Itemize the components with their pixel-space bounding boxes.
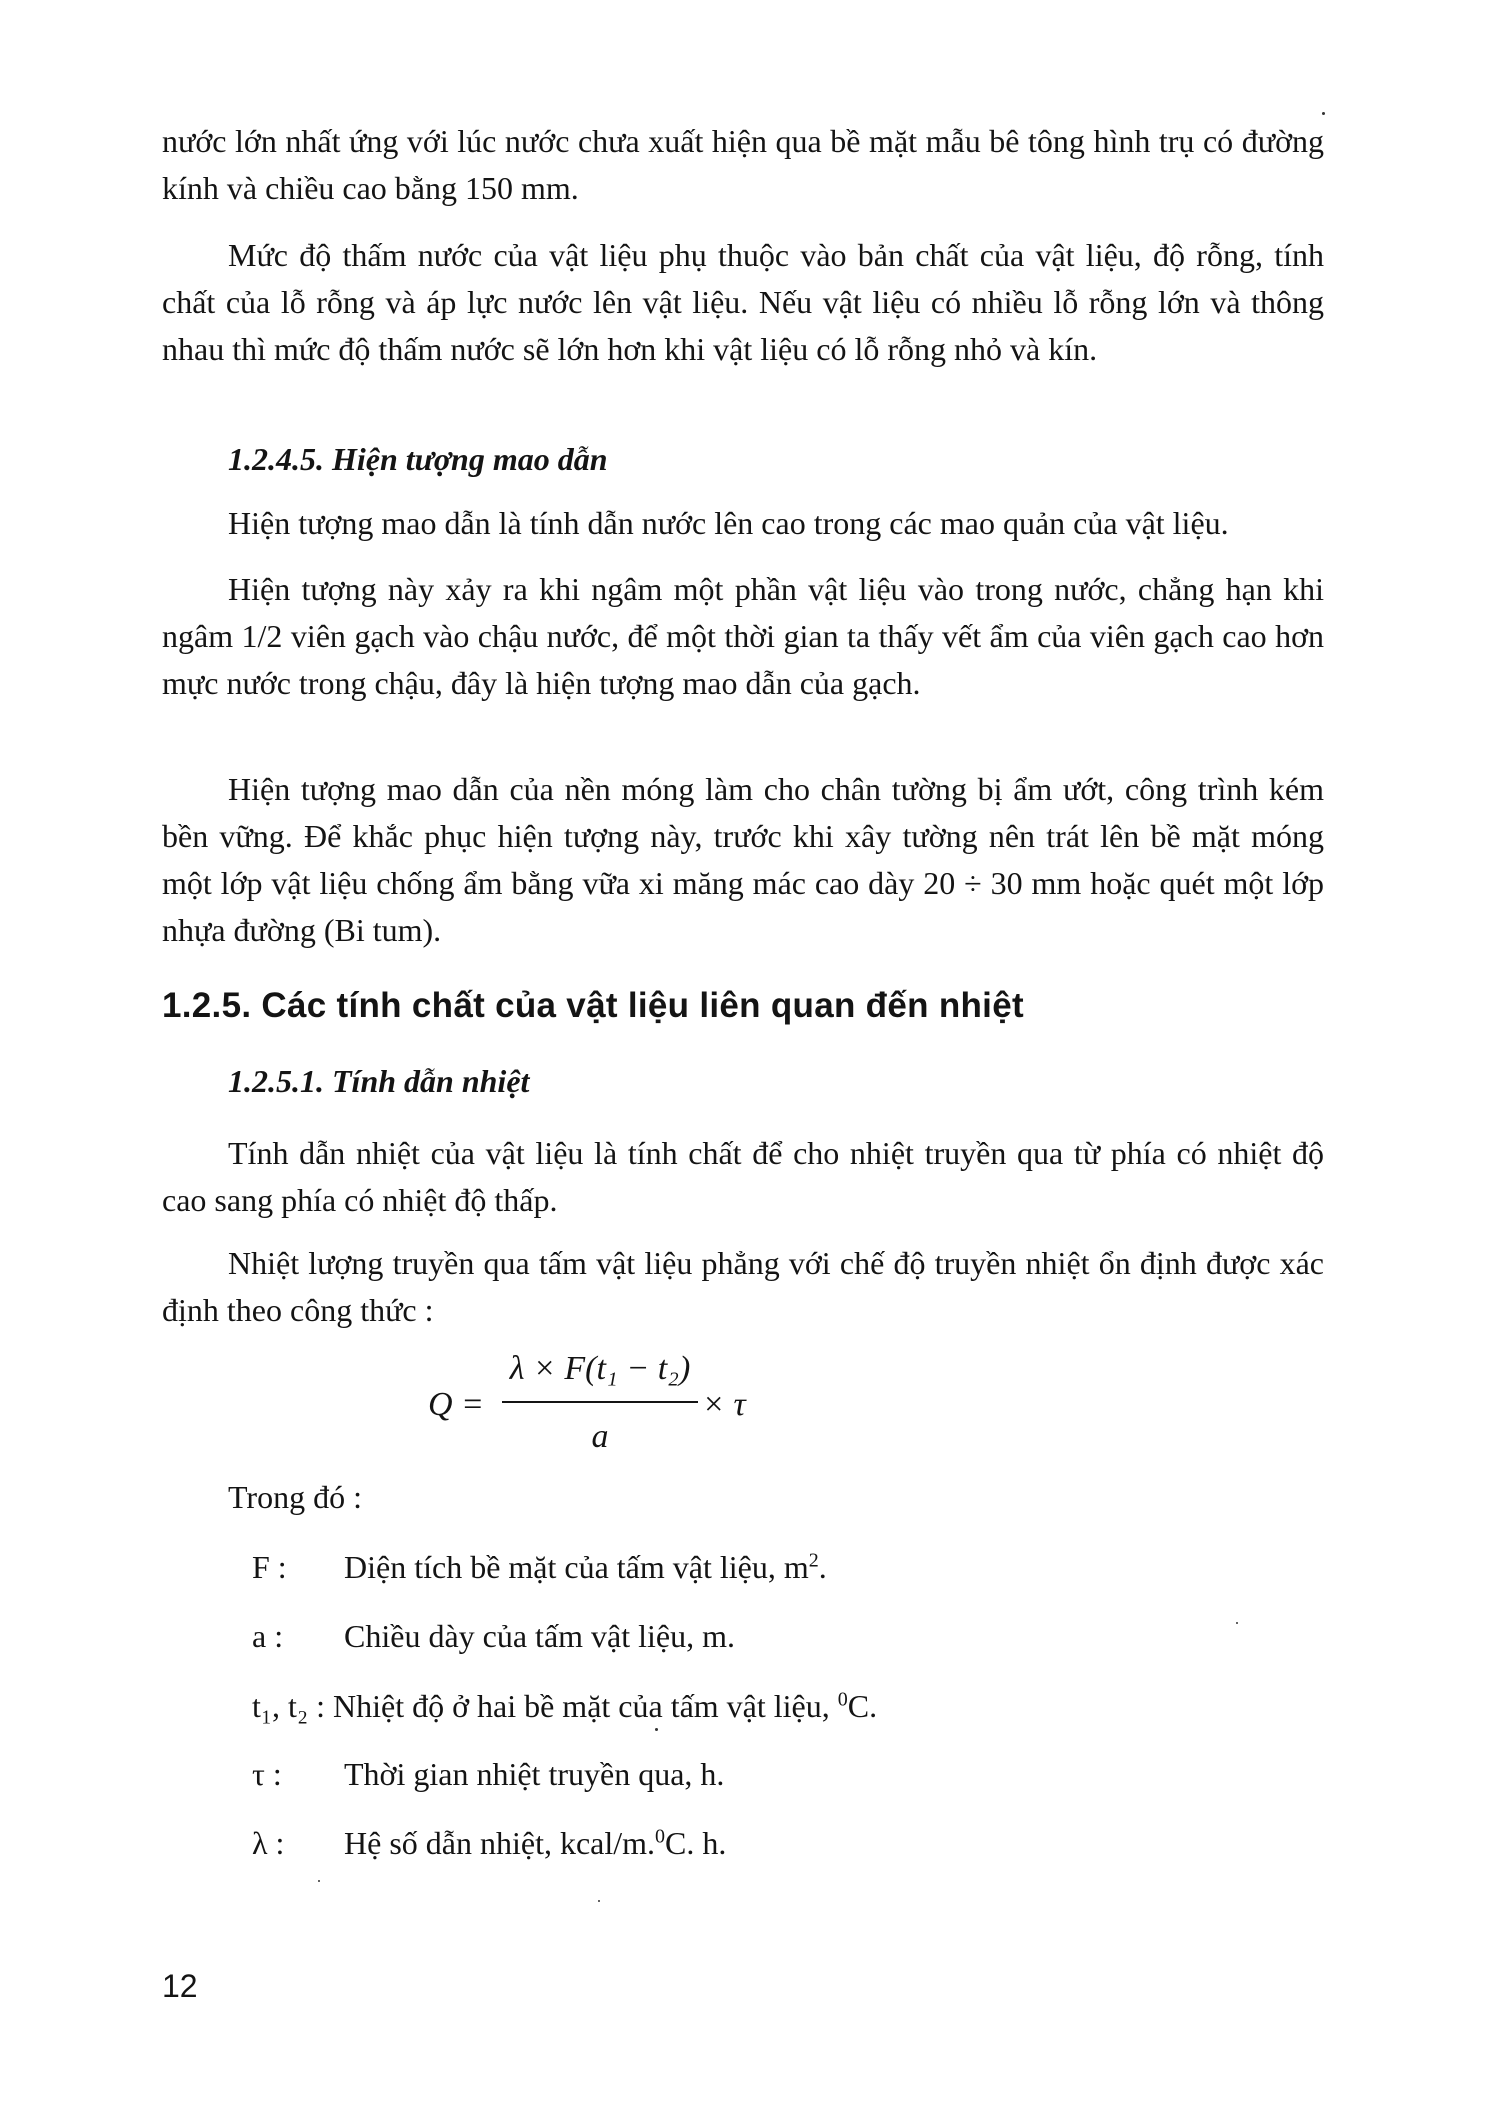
scan-speck	[318, 1880, 320, 1882]
page-number: 12	[162, 1968, 198, 2004]
fraction-bar	[502, 1401, 698, 1403]
definition-sup: 2	[808, 1549, 819, 1572]
scan-speck	[1236, 1622, 1238, 1624]
section-heading-1-2-4-5: 1.2.4.5. Hiện tượng mao dẫn	[228, 441, 608, 477]
scan-speck	[655, 1728, 658, 1731]
definition-symbol: F :	[252, 1549, 287, 1585]
definition-row	[252, 1683, 877, 1730]
paragraph: Hiện tượng mao dẫn của nền móng làm cho chân tường bị ẩm ướt, công trình kém bền vững. Để khắc phục hiện tượng này, trước khi xây tường nên trát lên bề mặt móng một lớp vật liệu chống ẩm bằng vữa xi măng mác cao dày 20 ÷ 30 mm hoặc quét một lớp nhựa đường (Bi tum).	[162, 771, 1324, 948]
formula-times-tau: × τ	[702, 1386, 746, 1423]
formula-numerator: λ × F(t₁ − t₂)	[509, 1350, 691, 1387]
paragraph: Trong đó :	[228, 1479, 362, 1515]
paragraph: Nhiệt lượng truyền qua tấm vật liệu phẳng với chế độ truyền nhiệt ổn định được xác định theo công thức :	[162, 1245, 1324, 1328]
definition-row	[252, 1544, 827, 1591]
definition-symbol: t₁, t₂ :	[252, 1688, 325, 1724]
definition-tail: C. h.	[665, 1825, 727, 1861]
section-heading-1-2-5: 1.2.5. Các tính chất của vật liệu liên quan đến nhiệt	[162, 986, 1024, 1025]
definition-text: Nhiệt độ ở hai bề mặt của tấm vật liệu,	[332, 1688, 838, 1724]
definition-text: Diện tích bề mặt của tấm vật liệu, m	[344, 1549, 809, 1585]
definition-sup: 0	[655, 1825, 666, 1848]
scan-speck	[1322, 112, 1325, 115]
paragraph: Tính dẫn nhiệt của vật liệu là tính chất để cho nhiệt truyền qua từ phía có nhiệt độ cao sang phía có nhiệt độ thấp.	[162, 1135, 1324, 1218]
definition-text: Thời gian nhiệt truyền qua, h.	[344, 1756, 725, 1792]
definition-row	[252, 1820, 726, 1867]
definition-row	[252, 1613, 735, 1660]
definition-text: Chiều dày của tấm vật liệu, m.	[344, 1618, 735, 1654]
scan-speck	[598, 1900, 600, 1902]
paragraph: Mức độ thấm nước của vật liệu phụ thuộc vào bản chất của vật liệu, độ rỗng, tính chất của lỗ rỗng và áp lực nước lên vật liệu. Nếu vật liệu có nhiều lỗ rỗng lớn và thông nhau thì mức độ thấm nước sẽ lớn hơn khi vật liệu có lỗ rỗng nhỏ và kín.	[162, 237, 1324, 367]
definition-sup: 0	[837, 1688, 848, 1711]
section-heading-1-2-5-1: 1.2.5.1. Tính dẫn nhiệt	[228, 1063, 530, 1099]
paragraph: Hiện tượng này xảy ra khi ngâm một phần vật liệu vào trong nước, chẳng hạn khi ngâm 1/2 viên gạch vào chậu nước, để một thời gian ta thấy vết ẩm của viên gạch cao hơn mực nước trong chậu, đây là hiện tượng mao dẫn của gạch.	[162, 571, 1324, 701]
definition-tail: .	[818, 1549, 827, 1585]
definition-row	[252, 1751, 724, 1798]
formula-denominator: a	[591, 1418, 609, 1455]
definition-symbol: a :	[252, 1618, 284, 1654]
paragraph: nước lớn nhất ứng với lúc nước chưa xuất hiện qua bề mặt mẫu bê tông hình trụ có đường kính và chiều cao bằng 150 mm.	[162, 123, 1324, 206]
definition-symbol: λ :	[252, 1825, 285, 1861]
definition-text: Hệ số dẫn nhiệt, kcal/m.	[344, 1825, 656, 1861]
formula-lhs: Q =	[428, 1386, 484, 1423]
definition-tail: C.	[847, 1688, 878, 1724]
paragraph: Hiện tượng mao dẫn là tính dẫn nước lên cao trong các mao quản của vật liệu.	[228, 505, 1229, 541]
definition-symbol: τ :	[252, 1756, 282, 1792]
